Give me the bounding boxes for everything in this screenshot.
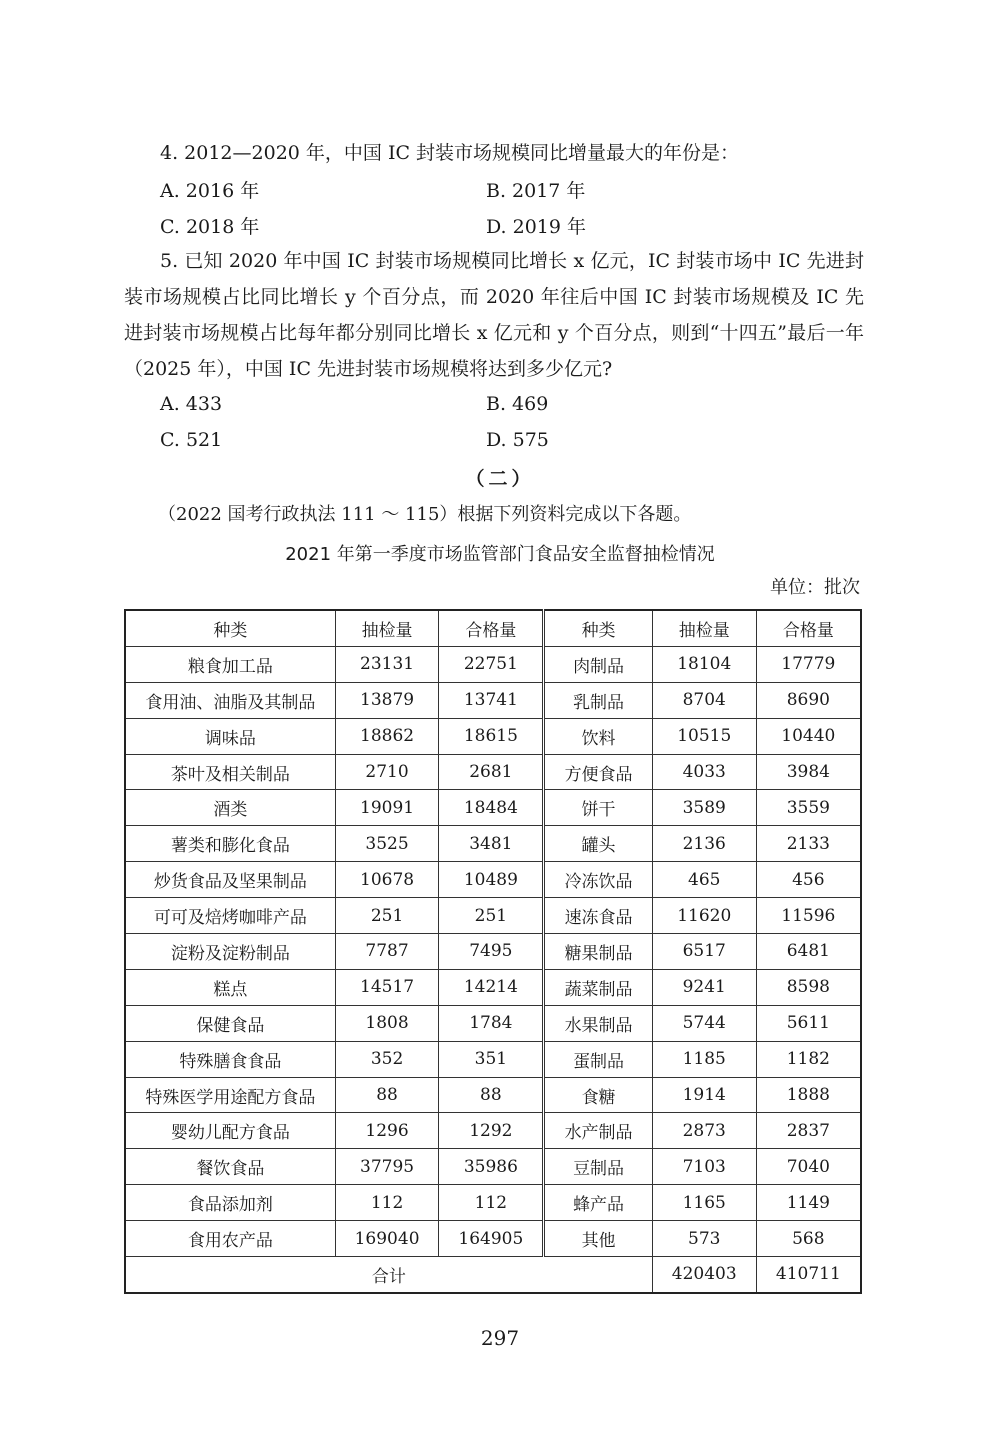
row-inspected: 465 bbox=[652, 862, 756, 898]
row-category: 食糖 bbox=[544, 1077, 653, 1113]
row-category: 蜂产品 bbox=[544, 1185, 653, 1221]
row-category: 糖果制品 bbox=[544, 934, 653, 970]
row-category: 方便食品 bbox=[544, 754, 653, 790]
row-category: 食品添加剂 bbox=[125, 1185, 335, 1221]
table-row bbox=[125, 862, 861, 898]
row-qualified: 22751 bbox=[439, 646, 544, 682]
row-category: 调味品 bbox=[125, 718, 335, 754]
q5-option-d: D. 575 bbox=[486, 429, 549, 451]
row-category: 保健食品 bbox=[125, 1005, 335, 1041]
row-qualified: 35986 bbox=[439, 1149, 544, 1185]
row-qualified: 3559 bbox=[756, 790, 861, 826]
row-inspected: 3525 bbox=[335, 826, 439, 862]
row-category: 粮食加工品 bbox=[125, 646, 335, 682]
header-inspected: 抽检量 bbox=[652, 610, 756, 646]
row-category: 豆制品 bbox=[544, 1149, 653, 1185]
table-row bbox=[125, 646, 861, 682]
q5-option-a: A. 433 bbox=[160, 393, 223, 415]
row-qualified: 2681 bbox=[439, 754, 544, 790]
table-row bbox=[125, 1149, 861, 1185]
row-qualified: 112 bbox=[439, 1185, 544, 1221]
row-qualified: 7040 bbox=[756, 1149, 861, 1185]
table-row bbox=[125, 718, 861, 754]
row-qualified: 7495 bbox=[439, 934, 544, 970]
row-inspected: 352 bbox=[335, 1041, 439, 1077]
table-title: 2021 年第一季度市场监管部门食品安全监督抽检情况 bbox=[285, 544, 715, 565]
row-category: 薯类和膨化食品 bbox=[125, 826, 335, 862]
row-inspected: 10515 bbox=[652, 718, 756, 754]
row-inspected: 2136 bbox=[652, 826, 756, 862]
table-row bbox=[125, 1005, 861, 1041]
row-qualified: 1292 bbox=[439, 1113, 544, 1149]
row-category: 特殊医学用途配方食品 bbox=[125, 1077, 335, 1113]
header-category: 种类 bbox=[125, 610, 335, 646]
table-row bbox=[125, 826, 861, 862]
header-category: 种类 bbox=[544, 610, 653, 646]
row-category: 可可及焙烤咖啡产品 bbox=[125, 898, 335, 934]
table-unit: 单位：批次 bbox=[770, 577, 860, 598]
row-category: 罐头 bbox=[544, 826, 653, 862]
row-inspected: 18104 bbox=[652, 646, 756, 682]
row-category: 蛋制品 bbox=[544, 1041, 653, 1077]
row-inspected: 37795 bbox=[335, 1149, 439, 1185]
row-category: 餐饮食品 bbox=[125, 1149, 335, 1185]
row-qualified: 17779 bbox=[756, 646, 861, 682]
row-inspected: 573 bbox=[652, 1221, 756, 1257]
row-qualified: 251 bbox=[439, 898, 544, 934]
row-category: 饼干 bbox=[544, 790, 653, 826]
row-category: 水果制品 bbox=[544, 1005, 653, 1041]
row-category: 茶叶及相关制品 bbox=[125, 754, 335, 790]
row-inspected: 18862 bbox=[335, 718, 439, 754]
row-inspected: 4033 bbox=[652, 754, 756, 790]
table-row bbox=[125, 1185, 861, 1221]
row-qualified: 568 bbox=[756, 1221, 861, 1257]
row-inspected: 7787 bbox=[335, 934, 439, 970]
row-category: 冷冻饮品 bbox=[544, 862, 653, 898]
row-inspected: 7103 bbox=[652, 1149, 756, 1185]
row-category: 饮料 bbox=[544, 718, 653, 754]
table-row bbox=[125, 1113, 861, 1149]
row-qualified: 8598 bbox=[756, 969, 861, 1005]
row-category: 肉制品 bbox=[544, 646, 653, 682]
row-inspected: 3589 bbox=[652, 790, 756, 826]
row-qualified: 351 bbox=[439, 1041, 544, 1077]
row-category: 糕点 bbox=[125, 969, 335, 1005]
row-inspected: 2873 bbox=[652, 1113, 756, 1149]
table-header-row bbox=[125, 610, 861, 646]
row-category: 婴幼儿配方食品 bbox=[125, 1113, 335, 1149]
total-inspected: 420403 bbox=[652, 1257, 756, 1293]
row-qualified: 18484 bbox=[439, 790, 544, 826]
row-inspected: 2710 bbox=[335, 754, 439, 790]
row-qualified: 18615 bbox=[439, 718, 544, 754]
row-inspected: 10678 bbox=[335, 862, 439, 898]
row-qualified: 1149 bbox=[756, 1185, 861, 1221]
row-qualified: 1182 bbox=[756, 1041, 861, 1077]
header-qualified: 合格量 bbox=[756, 610, 861, 646]
row-qualified: 164905 bbox=[439, 1221, 544, 1257]
row-category: 乳制品 bbox=[544, 682, 653, 718]
row-inspected: 6517 bbox=[652, 934, 756, 970]
row-qualified: 6481 bbox=[756, 934, 861, 970]
table-row bbox=[125, 754, 861, 790]
table-row bbox=[125, 1221, 861, 1257]
row-inspected: 13879 bbox=[335, 682, 439, 718]
table-row bbox=[125, 898, 861, 934]
row-category: 食用油、油脂及其制品 bbox=[125, 682, 335, 718]
q4-option-c: C. 2018 年 bbox=[160, 216, 260, 238]
row-inspected: 1185 bbox=[652, 1041, 756, 1077]
row-category: 淀粉及淀粉制品 bbox=[125, 934, 335, 970]
row-qualified: 3481 bbox=[439, 826, 544, 862]
table-row bbox=[125, 682, 861, 718]
header-qualified: 合格量 bbox=[439, 610, 544, 646]
q4-option-d: D. 2019 年 bbox=[486, 216, 587, 238]
row-category: 速冻食品 bbox=[544, 898, 653, 934]
section-intro: （2022 国考行政执法 111 ～ 115）根据下列资料完成以下各题。 bbox=[158, 504, 692, 525]
table-total-row bbox=[125, 1257, 861, 1293]
row-qualified: 2133 bbox=[756, 826, 861, 862]
row-category: 食用农产品 bbox=[125, 1221, 335, 1257]
total-label: 合计 bbox=[125, 1257, 652, 1293]
table-row bbox=[125, 1077, 861, 1113]
page-number: 297 bbox=[480, 1326, 520, 1350]
row-qualified: 5611 bbox=[756, 1005, 861, 1041]
table-row bbox=[125, 969, 861, 1005]
row-inspected: 5744 bbox=[652, 1005, 756, 1041]
row-inspected: 112 bbox=[335, 1185, 439, 1221]
row-category: 其他 bbox=[544, 1221, 653, 1257]
q4-option-a: A. 2016 年 bbox=[160, 180, 260, 202]
row-inspected: 88 bbox=[335, 1077, 439, 1113]
row-category: 炒货食品及坚果制品 bbox=[125, 862, 335, 898]
row-qualified: 3984 bbox=[756, 754, 861, 790]
row-inspected: 251 bbox=[335, 898, 439, 934]
row-inspected: 23131 bbox=[335, 646, 439, 682]
row-inspected: 1296 bbox=[335, 1113, 439, 1149]
table-row bbox=[125, 934, 861, 970]
q5-option-c: C. 521 bbox=[160, 429, 223, 451]
table-row bbox=[125, 1041, 861, 1077]
row-qualified: 1784 bbox=[439, 1005, 544, 1041]
row-qualified: 2837 bbox=[756, 1113, 861, 1149]
total-qualified: 410711 bbox=[756, 1257, 861, 1293]
row-qualified: 10489 bbox=[439, 862, 544, 898]
row-qualified: 1888 bbox=[756, 1077, 861, 1113]
inspection-table bbox=[124, 609, 862, 1294]
row-inspected: 169040 bbox=[335, 1221, 439, 1257]
row-inspected: 8704 bbox=[652, 682, 756, 718]
row-qualified: 456 bbox=[756, 862, 861, 898]
row-inspected: 11620 bbox=[652, 898, 756, 934]
row-inspected: 19091 bbox=[335, 790, 439, 826]
row-category: 酒类 bbox=[125, 790, 335, 826]
row-category: 蔬菜制品 bbox=[544, 969, 653, 1005]
row-qualified: 11596 bbox=[756, 898, 861, 934]
row-inspected: 1165 bbox=[652, 1185, 756, 1221]
row-category: 水产制品 bbox=[544, 1113, 653, 1149]
header-inspected: 抽检量 bbox=[335, 610, 439, 646]
table-row bbox=[125, 790, 861, 826]
row-inspected: 1808 bbox=[335, 1005, 439, 1041]
q5-option-b: B. 469 bbox=[486, 393, 549, 415]
row-qualified: 14214 bbox=[439, 969, 544, 1005]
question-5-stem: 5. 已知 2020 年中国 IC 封装市场规模同比增长 x 亿元，IC 封装市场中 IC 先进封装市场规模占比同比增长 y 个百分点，而 2020 年往后中国 IC 封装市场规模及 IC 先进封装市场规模占比每年都分别同比增长 x 亿元和 y 个百分点，则到“十四五”最后一年（2025 年），中国 IC 先进封装市场规模将达到多少亿元? bbox=[124, 250, 864, 380]
row-qualified: 8690 bbox=[756, 682, 861, 718]
q4-option-b: B. 2017 年 bbox=[486, 180, 586, 202]
row-qualified: 13741 bbox=[439, 682, 544, 718]
row-qualified: 10440 bbox=[756, 718, 861, 754]
row-category: 特殊膳食食品 bbox=[125, 1041, 335, 1077]
row-inspected: 14517 bbox=[335, 969, 439, 1005]
row-inspected: 1914 bbox=[652, 1077, 756, 1113]
question-4-stem: 4. 2012—2020 年，中国 IC 封装市场规模同比增量最大的年份是： bbox=[160, 142, 740, 164]
section-heading: （二） bbox=[465, 468, 535, 490]
row-inspected: 9241 bbox=[652, 969, 756, 1005]
row-qualified: 88 bbox=[439, 1077, 544, 1113]
